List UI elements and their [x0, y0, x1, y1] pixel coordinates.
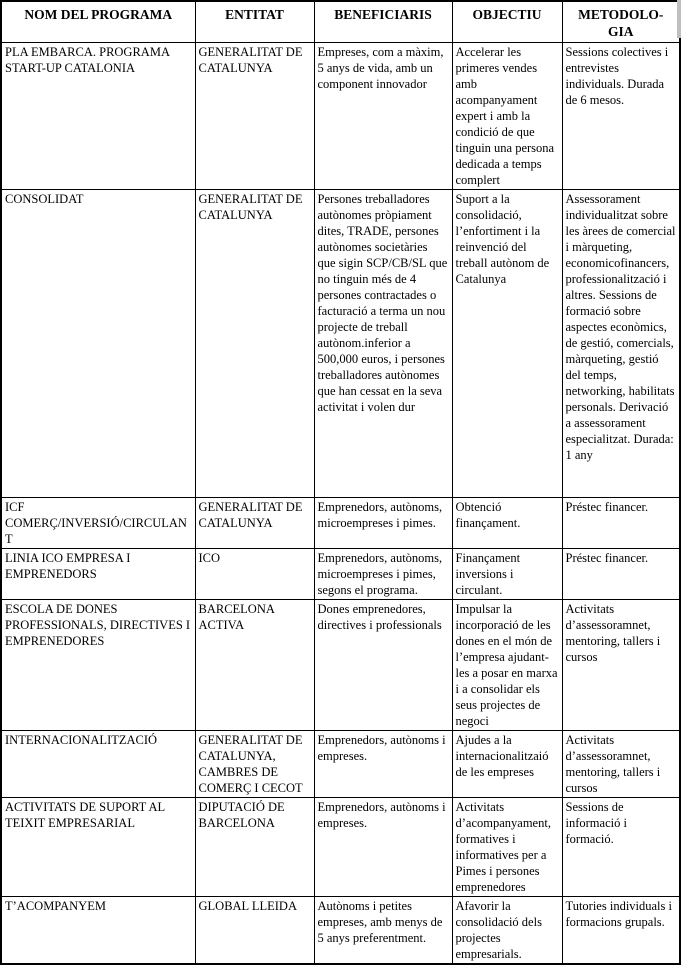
cell-beneficiaris: Emprenedors, autònoms, microempreses i pimes, segons el programa.	[314, 549, 452, 600]
cell-objectiu: Afavorir la consolidació dels projectes empresarials.	[452, 897, 562, 965]
cell-programa: ICF COMERÇ/INVERSIÓ/CIRCULANT	[1, 498, 195, 549]
cell-programa: T’ACOMPANYEM	[1, 897, 195, 965]
table-row	[1, 43, 680, 190]
header-objectiu	[452, 1, 562, 43]
table-row	[1, 549, 680, 600]
table-row	[1, 600, 680, 731]
header-entitat-label: ENTITAT	[225, 7, 284, 22]
header-metodologia-label: METODOLO-GIA	[578, 7, 664, 39]
header-metodologia	[562, 1, 680, 43]
cell-metodologia: Sessions colectives i entrevistes individuals. Durada de 6 mesos.	[562, 43, 680, 190]
cell-beneficiaris: Emprenedors, autònoms i empreses.	[314, 731, 452, 798]
cell-metodologia: Activitats d’assessoramnet, mentoring, tallers i cursos	[562, 731, 680, 798]
cell-beneficiaris: Autònoms i petites empreses, amb menys de 5 anys preferentment.	[314, 897, 452, 965]
table-row	[1, 498, 680, 549]
cell-programa: ACTIVITATS DE SUPORT AL TEIXIT EMPRESARIAL	[1, 798, 195, 897]
cell-programa: ESCOLA DE DONES PROFESSIONALS, DIRECTIVES I EMPRENEDORES	[1, 600, 195, 731]
header-beneficiaris	[314, 1, 452, 43]
cell-objectiu: Obtenció finançament.	[452, 498, 562, 549]
table-row	[1, 798, 680, 897]
cell-entitat: BARCELONA ACTIVA	[195, 600, 314, 731]
cell-programa: INTERNACIONALITZACIÓ	[1, 731, 195, 798]
cell-metodologia: Sessions de informació i formació.	[562, 798, 680, 897]
cell-beneficiaris: Empreses, com a màxim, 5 anys de vida, amb un component innovador	[314, 43, 452, 190]
scrollbar-fragment[interactable]	[677, 0, 681, 38]
cell-beneficiaris: Persones treballadores autònomes pròpiament dites, TRADE, persones autònomes societàries que sigin SCP/CB/SL que no tinguin més de 4 persones contractades o facturació a terma un nou projecte de treball autònom.inferior a 500,000 euros, i persones treballadores autònomes que han cessat en la seva activitat i volen dur	[314, 190, 452, 498]
header-objectiu-label: OBJECTIU	[472, 7, 542, 22]
cell-objectiu: Impulsar la incorporació de les dones en el món de l’empresa ajudant-les a posar en marxa i a consolidar els seus projectes de negoci	[452, 600, 562, 731]
header-beneficiaris-label: BENEFICIARIS	[334, 7, 432, 22]
cell-entitat: GENERALITAT DE CATALUNYA	[195, 43, 314, 190]
cell-entitat: GLOBAL LLEIDA	[195, 897, 314, 965]
table-row	[1, 731, 680, 798]
cell-objectiu: Accelerar les primeres vendes amb acompanyament expert i amb la condició de que tinguin una persona dedicada a temps complert	[452, 43, 562, 190]
header-row	[1, 1, 680, 43]
cell-entitat: GENERALITAT DE CATALUNYA, CAMBRES DE COMERÇ I CECOT	[195, 731, 314, 798]
header-programa	[1, 1, 195, 43]
cell-objectiu: Activitats d’acompanyament, formatives i informatives per a Pimes i persones emprenedores	[452, 798, 562, 897]
cell-entitat: DIPUTACIÓ DE BARCELONA	[195, 798, 314, 897]
header-entitat	[195, 1, 314, 43]
cell-metodologia: Tutories individuals i formacions grupals.	[562, 897, 680, 965]
cell-programa: PLA EMBARCA. PROGRAMA START-UP CATALONIA	[1, 43, 195, 190]
cell-metodologia: Préstec financer.	[562, 498, 680, 549]
cell-entitat: GENERALITAT DE CATALUNYA	[195, 190, 314, 498]
cell-objectiu: Finançament inversions i circulant.	[452, 549, 562, 600]
cell-beneficiaris: Emprenedors, autònoms i empreses.	[314, 798, 452, 897]
cell-metodologia: Préstec financer.	[562, 549, 680, 600]
cell-programa: CONSOLIDAT	[1, 190, 195, 498]
cell-objectiu: Ajudes a la internacionalitzaió de les empreses	[452, 731, 562, 798]
cell-entitat: ICO	[195, 549, 314, 600]
cell-beneficiaris: Emprenedors, autònoms, microempreses i pimes.	[314, 498, 452, 549]
cell-entitat: GENERALITAT DE CATALUNYA	[195, 498, 314, 549]
cell-beneficiaris: Dones emprenedores, directives i professionals	[314, 600, 452, 731]
cell-programa: LINIA ICO EMPRESA I EMPRENEDORS	[1, 549, 195, 600]
cell-metodologia: Activitats d’assessoramnet, mentoring, tallers i cursos	[562, 600, 680, 731]
cell-objectiu: Suport a la consolidació, l’enfortiment i la reinvenció del treball autònom de Catalunya	[452, 190, 562, 498]
header-programa-label: NOM DEL PROGRAMA	[24, 7, 173, 22]
cell-metodologia: Assessorament individualitzat sobre les àrees de comercial i màrqueting, economicofinancers, professionalització i altres. Sessions de formació sobre aspectes econòmics, de gestió, comercials, màrqueting, gestió del temps, networking, habilitats personals. Derivació a assessorament especialitzat. Durada: 1 any	[562, 190, 680, 498]
table-row	[1, 190, 680, 498]
